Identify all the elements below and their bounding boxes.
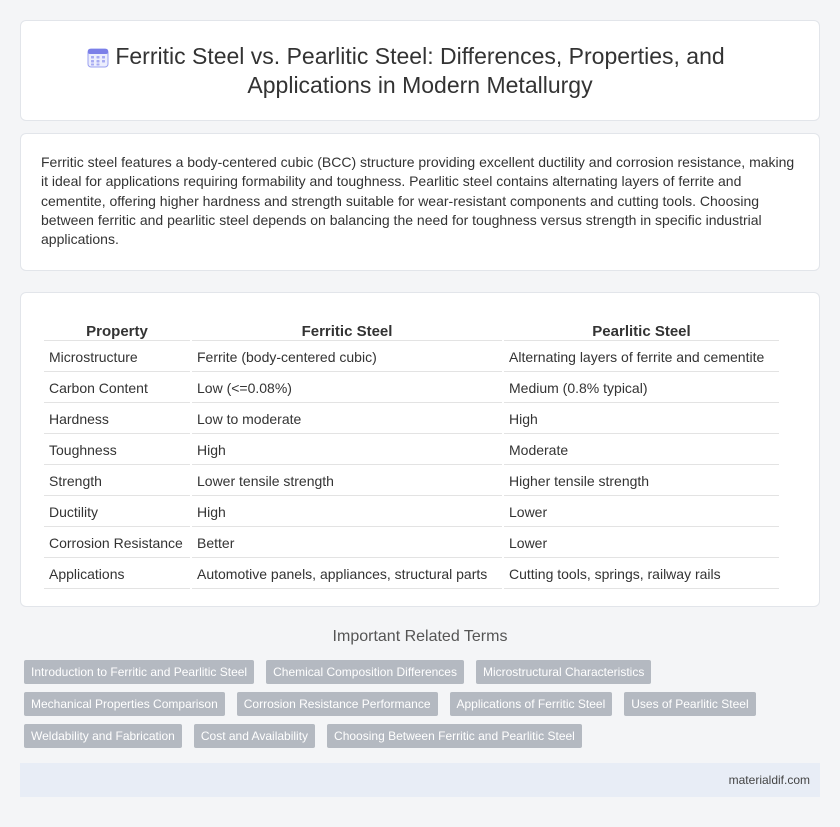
table-cell-property: Microstructure (44, 343, 190, 372)
tag-link[interactable]: Introduction to Ferritic and Pearlitic Steel (24, 660, 254, 684)
tag-link[interactable]: Chemical Composition Differences (266, 660, 464, 684)
table-row (44, 374, 779, 403)
related-terms-title: Important Related Terms (332, 628, 508, 645)
table-cell-property: Corrosion Resistance (44, 529, 190, 558)
table-cell-ferritic: Low (<=0.08%) (192, 374, 502, 403)
table-cell-ferritic: Lower tensile strength (192, 467, 502, 496)
intro-card (20, 133, 820, 271)
table-row (44, 467, 779, 496)
table-row (44, 436, 779, 465)
table-cell-ferritic: Low to moderate (192, 405, 502, 434)
table-cell-property: Applications (44, 560, 190, 589)
table-cell-ferritic: High (192, 436, 502, 465)
column-header-pearlitic: Pearlitic Steel (504, 316, 779, 341)
table-cell-property: Toughness (44, 436, 190, 465)
table-cell-pearlitic: Lower (504, 498, 779, 527)
comparison-table-card (20, 292, 820, 607)
tag-link[interactable]: Cost and Availability (194, 724, 315, 748)
tag-link[interactable]: Applications of Ferritic Steel (450, 692, 613, 716)
table-cell-pearlitic: Alternating layers of ferrite and cementite (504, 343, 779, 372)
header-card (20, 20, 820, 121)
table-row (44, 529, 779, 558)
table-cell-pearlitic: Lower (504, 529, 779, 558)
table-cell-pearlitic: Cutting tools, springs, railway rails (504, 560, 779, 589)
column-header-ferritic: Ferritic Steel (192, 316, 502, 341)
footer (20, 763, 820, 797)
table-cell-ferritic: Better (192, 529, 502, 558)
table-row (44, 405, 779, 434)
tags-row (20, 724, 820, 748)
tags-row (20, 692, 820, 716)
table-cell-ferritic: Automotive panels, appliances, structural parts (192, 560, 502, 589)
table-header-row (44, 316, 779, 341)
footer-site-link[interactable]: materialdif.com (728, 773, 810, 787)
comparison-table (42, 314, 781, 591)
column-header-property: Property (44, 316, 190, 341)
table-cell-pearlitic: Higher tensile strength (504, 467, 779, 496)
table-cell-property: Hardness (44, 405, 190, 434)
tag-link[interactable]: Corrosion Resistance Performance (237, 692, 438, 716)
tag-link[interactable]: Uses of Pearlitic Steel (624, 692, 755, 716)
table-cell-property: Strength (44, 467, 190, 496)
page-title: Ferritic Steel vs. Pearlitic Steel: Differences, Properties, and Applications in Modern Metallurgy (115, 42, 725, 98)
tags-row (20, 660, 820, 684)
table-row (44, 498, 779, 527)
table-cell-property: Ductility (44, 498, 190, 527)
tag-link[interactable]: Microstructural Characteristics (476, 660, 651, 684)
tag-link[interactable]: Choosing Between Ferritic and Pearlitic Steel (327, 724, 582, 748)
table-row (44, 560, 779, 589)
tag-link[interactable]: Mechanical Properties Comparison (24, 692, 225, 716)
intro-paragraph: Ferritic steel features a body-centered cubic (BCC) structure providing excellent ductility and corrosion resistance, making it ideal for applications requiring formability and toughness. Pearlitic steel contains alternating layers of ferrite and cementite, offering higher hardness and strength suitable for wear-resistant components and cutting tools. Choosing between ferritic and pearlitic steel depends on balancing the need for toughness versus strength in specific industrial applications. (41, 154, 795, 248)
table-cell-pearlitic: High (504, 405, 779, 434)
table-cell-pearlitic: Moderate (504, 436, 779, 465)
table-cell-property: Carbon Content (44, 374, 190, 403)
table-cell-ferritic: High (192, 498, 502, 527)
table-cell-ferritic: Ferrite (body-centered cubic) (192, 343, 502, 372)
table-row (44, 343, 779, 372)
table-cell-pearlitic: Medium (0.8% typical) (504, 374, 779, 403)
tag-link[interactable]: Weldability and Fabrication (24, 724, 182, 748)
related-terms-tags (20, 660, 820, 748)
